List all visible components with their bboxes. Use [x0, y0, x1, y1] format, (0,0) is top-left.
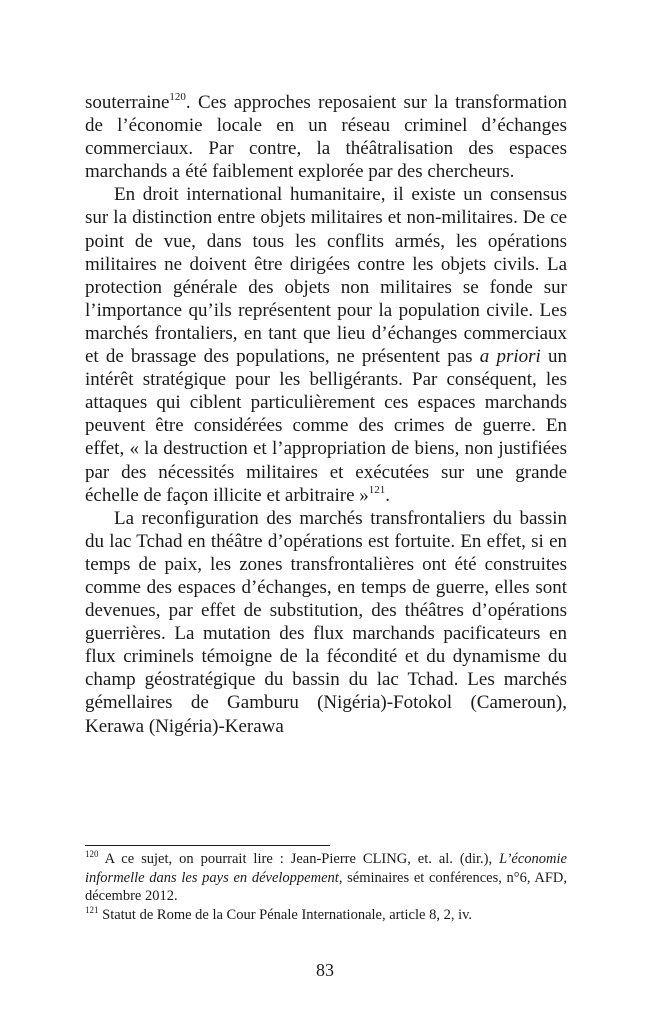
paragraph-2-end: . [385, 484, 391, 506]
paragraph-1-start: souterraine [85, 92, 170, 113]
main-text [85, 91, 567, 738]
footnote-ref-121[interactable]: 121 [368, 483, 386, 496]
footnote-separator [85, 845, 330, 846]
footnote-number: 120 [85, 849, 99, 859]
footnote-text: A ce sujet, on pourrait lire : Jean-Pierre CLING, et. al. (dir.), [98, 851, 500, 867]
paragraph-3: La reconfiguration des marchés transfrontaliers du bassin du lac Tchad en théâtre d’opérations est fortuite. En effet, si en temps de paix, les zones transfrontalières ont été construites comme des espaces d’échanges, en temps de guerre, elles sont devenues, par effet de substitution, des théâtres d’opérations guerrières. La mutation des flux marchands pacificateurs en flux criminels témoigne de la fécondité et du dynamisme du champ géostratégique du bassin du lac Tchad. Les marchés gémellaires de Gamburu (Nigéria)-Fotokol (Cameroun), Kerawa (Nigéria)-Kerawa [85, 507, 567, 737]
paragraph-1 [85, 91, 567, 183]
paragraph-2-middle: un intérêt stratégique pour les belligérants. Par conséquent, les attaques qui ciblent particulièrement ces espaces marchands peuvent être considérées comme des crimes de guerre. En effet, « la destruction et l’appropriation de biens, non justifiées par des nécessités militaires et exécutées sur une grande échelle de façon illicite et arbitraire » [85, 346, 567, 506]
paragraph-2-start: En droit international humanitaire, il existe un consensus sur la distinction entre objets militaires et non-militaires. De ce point de vue, dans tous les conflits armés, les opérations militaires ne doivent être dirigées contre les objets civils. La protection générale des objets non militaires se fonde sur l’importance qu’ils représentent pour la population civile. Les marchés frontaliers, en tant que lieu d’échanges commerciaux et de brassage des populations, ne présentent pas [85, 184, 567, 368]
paragraph-2-italic: a priori [479, 346, 541, 368]
paragraph-2 [85, 183, 567, 506]
footnote-121 [85, 906, 567, 925]
page-number: 83 [316, 960, 334, 980]
paragraph-1-rest: . Ces approches reposaient sur la transformation de l’économie locale en un réseau criminel d’échanges commerciaux. Par contre, la théâtralisation des espaces marchands a été faiblement explorée par des chercheurs. [85, 92, 567, 183]
footnote-text-end: , séminaires et conférences, n°6, AFD, décembre 2012. [85, 869, 567, 905]
footnote-ref-120[interactable]: 120 [169, 91, 186, 103]
footnote-number: 121 [85, 905, 99, 916]
footnote-text: Statut de Rome de la Cour Pénale Internationale, article 8, 2, iv. [98, 907, 473, 924]
footnote-italic-title: L’économie informelle dans les pays en développement [85, 851, 567, 886]
footnote-120 [85, 850, 567, 906]
footnotes [85, 850, 567, 925]
